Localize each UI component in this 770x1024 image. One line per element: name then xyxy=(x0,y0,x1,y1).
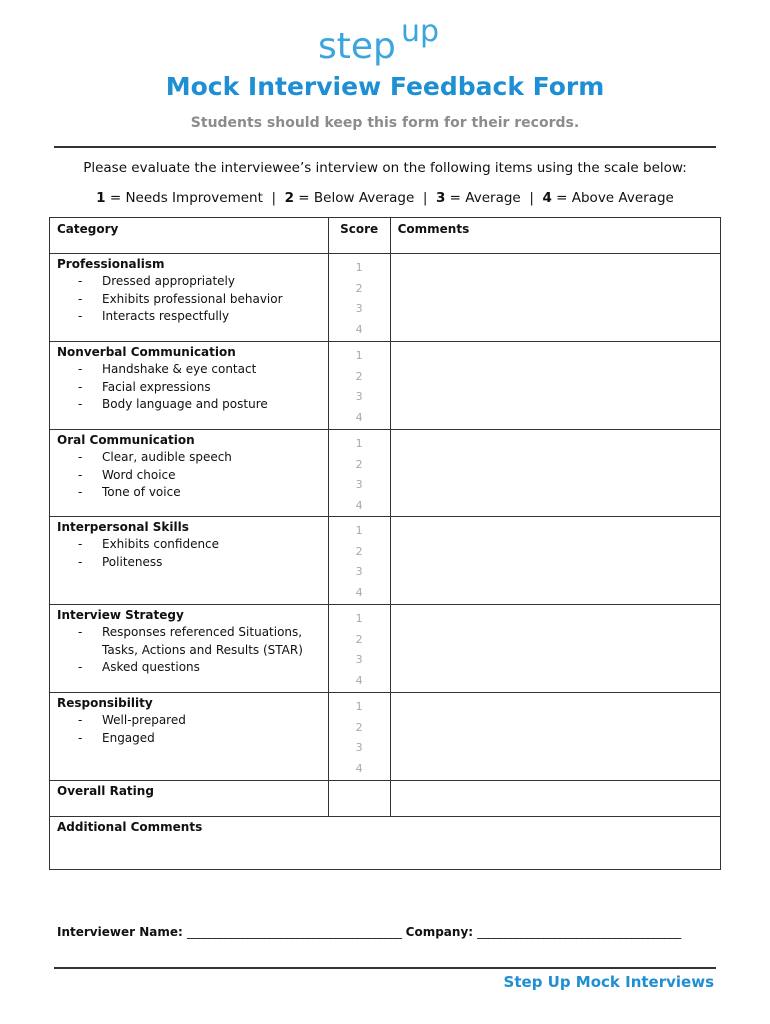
scale-num-1: 1 xyxy=(96,190,106,206)
list-item: - Well-prepared xyxy=(57,712,321,730)
instructions-text: Please evaluate the interviewee’s interview on the following items using the scale below: xyxy=(83,160,687,176)
feedback-table xyxy=(49,217,721,870)
additional-comments-label: Additional Comments xyxy=(57,820,203,834)
score-option[interactable]: 1 xyxy=(355,612,363,625)
table-row xyxy=(50,342,721,430)
score-option[interactable]: 2 xyxy=(355,632,363,646)
overall-score-cell[interactable] xyxy=(328,781,390,817)
score-cell[interactable] xyxy=(328,693,390,781)
category-name: Nonverbal Communication xyxy=(57,345,236,359)
comments-cell[interactable] xyxy=(390,254,720,342)
header-comments: Comments xyxy=(390,218,720,254)
score-option[interactable]: 2 xyxy=(355,544,363,558)
scale-num-3: 3 xyxy=(435,190,446,206)
score-cell[interactable] xyxy=(328,254,390,342)
table-row xyxy=(50,430,721,517)
list-item: - Dressed appropriately xyxy=(57,273,321,291)
company-field[interactable]: _____________________________________ xyxy=(477,925,681,939)
score-option[interactable]: 3 xyxy=(355,565,363,578)
scale-num-4: 4 xyxy=(542,190,552,206)
category-name: Interview Strategy xyxy=(57,608,184,622)
score-option[interactable]: 1 xyxy=(355,700,363,713)
list-item: - Handshake & eye contact xyxy=(57,361,321,379)
category-name: Professionalism xyxy=(57,257,165,271)
category-cell xyxy=(50,254,329,342)
overall-comments-cell[interactable] xyxy=(390,781,720,817)
score-option[interactable]: 3 xyxy=(355,302,363,315)
top-divider xyxy=(54,146,716,148)
comments-cell[interactable] xyxy=(390,693,720,781)
category-name: Oral Communication xyxy=(57,433,195,447)
logo-step-text: step xyxy=(318,26,396,67)
scale-label-3: = Average xyxy=(445,190,521,206)
score-cell[interactable] xyxy=(328,605,390,693)
stepup-logo xyxy=(318,14,458,72)
table-header-row xyxy=(50,218,721,254)
score-option[interactable]: 2 xyxy=(355,720,363,734)
page-subtitle: Students should keep this form for their records. xyxy=(190,115,580,131)
scale-label-4: = Above Average xyxy=(551,190,674,206)
score-option[interactable]: 4 xyxy=(355,585,363,599)
score-option[interactable]: 3 xyxy=(355,390,363,403)
table-row xyxy=(50,605,721,693)
score-option[interactable]: 4 xyxy=(355,761,363,775)
list-item: - Tone of voice xyxy=(57,484,321,502)
scale-num-2: 2 xyxy=(284,190,295,206)
table-row xyxy=(50,517,721,605)
score-option[interactable]: 3 xyxy=(355,478,363,491)
category-cell xyxy=(50,605,329,693)
interviewer-name-label: Interviewer Name: xyxy=(57,925,183,939)
score-option[interactable]: 4 xyxy=(355,410,363,424)
logo-up-text: up xyxy=(401,14,440,49)
list-item: - Politeness xyxy=(57,554,321,572)
score-option[interactable]: 1 xyxy=(355,524,363,537)
scale-label-2: = Below Average xyxy=(294,190,415,206)
comments-cell[interactable] xyxy=(390,605,720,693)
bottom-divider xyxy=(54,967,716,969)
overall-rating-cell xyxy=(50,781,329,817)
score-option[interactable]: 3 xyxy=(355,741,363,754)
list-item: - Interacts respectfully xyxy=(57,308,321,326)
list-item: - Exhibits professional behavior xyxy=(57,291,321,309)
company-label: Company: xyxy=(405,925,474,939)
score-option[interactable]: 3 xyxy=(355,653,363,666)
score-option[interactable]: 2 xyxy=(355,369,363,383)
comments-cell[interactable] xyxy=(390,517,720,605)
additional-comments-row xyxy=(50,817,721,870)
score-option[interactable]: 1 xyxy=(355,349,363,362)
interviewer-name-field[interactable]: _______________________________________ xyxy=(186,925,402,939)
list-item: - Responses referenced Situations, Tasks, Actions and Results (STAR) xyxy=(57,624,321,659)
list-item: - Clear, audible speech xyxy=(57,449,321,467)
score-cell[interactable] xyxy=(328,430,390,517)
score-cell[interactable] xyxy=(328,342,390,430)
header-category: Category xyxy=(50,218,329,254)
category-name: Interpersonal Skills xyxy=(57,520,189,534)
comments-cell[interactable] xyxy=(390,430,720,517)
footer-brand: Step Up Mock Interviews xyxy=(503,973,714,991)
score-option[interactable]: 4 xyxy=(355,322,363,336)
category-cell xyxy=(50,430,329,517)
list-item: - Engaged xyxy=(57,730,321,748)
category-cell xyxy=(50,693,329,781)
list-item: - Asked questions xyxy=(57,659,321,677)
category-cell xyxy=(50,517,329,605)
table-row xyxy=(50,693,721,781)
score-option[interactable]: 2 xyxy=(355,281,363,295)
list-item: - Word choice xyxy=(57,467,321,485)
category-name: Responsibility xyxy=(57,696,153,710)
table-row xyxy=(50,254,721,342)
header-score: Score xyxy=(328,218,390,254)
overall-rating-label: Overall Rating xyxy=(57,784,154,798)
list-item: - Body language and posture xyxy=(57,396,321,414)
list-item: - Exhibits confidence xyxy=(57,536,321,554)
signature-line xyxy=(57,925,681,939)
scale-label-1: = Needs Improvement xyxy=(105,190,263,206)
additional-comments-field[interactable] xyxy=(50,817,721,870)
comments-cell[interactable] xyxy=(390,342,720,430)
list-item: - Facial expressions xyxy=(57,379,321,397)
rating-scale: 1 = Needs Improvement | 2 = Below Average | 3 = Average | 4 = Above Average xyxy=(96,190,674,206)
score-cell[interactable] xyxy=(328,517,390,605)
score-option[interactable]: 4 xyxy=(355,673,363,687)
score-option[interactable]: 1 xyxy=(355,437,363,450)
score-option[interactable]: 2 xyxy=(355,457,363,471)
overall-rating-row xyxy=(50,781,721,817)
page-title: Mock Interview Feedback Form xyxy=(165,72,605,101)
score-option[interactable]: 1 xyxy=(355,261,363,274)
score-option[interactable]: 4 xyxy=(355,498,363,512)
category-cell xyxy=(50,342,329,430)
